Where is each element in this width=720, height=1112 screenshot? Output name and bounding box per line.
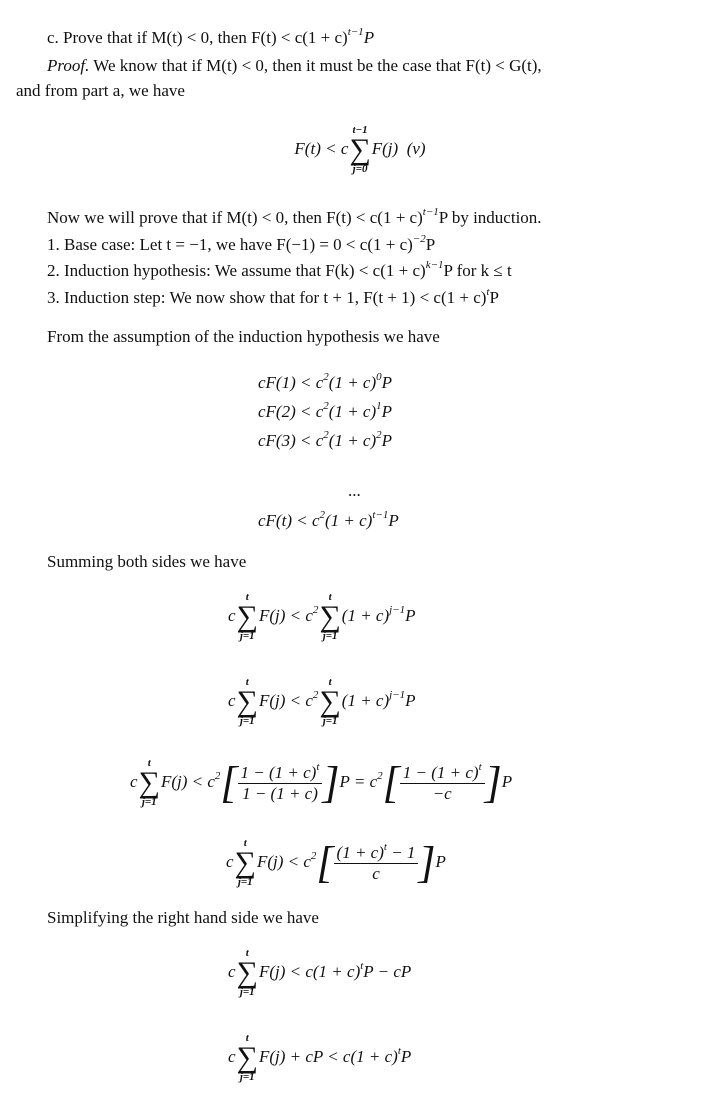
chain-lhs: cF(2) < c [258, 402, 324, 421]
sum-upper: t [245, 591, 249, 603]
numerator: 1 − (1 + c) [402, 762, 479, 782]
exponent: t−1 [347, 26, 364, 38]
sum-upper: t [328, 591, 332, 603]
fraction [400, 760, 485, 804]
denominator: −c [432, 783, 452, 803]
hyp-end: P for k ≤ t [443, 261, 512, 280]
chain-lhs: cF(t) < c [258, 511, 320, 530]
one-plus-c: (1 + c) [341, 690, 390, 710]
one-plus-c: (1 + c) [341, 605, 390, 625]
denominator: 1 − (1 + c) [242, 783, 318, 803]
coef: c [228, 690, 236, 710]
coef: c [228, 1046, 236, 1066]
exponent: j−1 [389, 603, 406, 616]
eq-rhs: F(j) [371, 138, 399, 158]
sum-lower: j=1 [239, 1071, 255, 1083]
summation-symbol: t ∑ j=1 [236, 591, 258, 642]
chain-mid: (1 + c) [328, 402, 377, 421]
lt-c: < c [289, 690, 313, 710]
proof-line-1 [47, 56, 542, 76]
induction-hypothesis [47, 261, 512, 281]
left-bracket: [ [316, 838, 334, 887]
summation-symbol: t ∑ j=1 [236, 947, 258, 998]
part-c-statement [47, 28, 374, 48]
exponent: t [383, 840, 387, 853]
statement-text: Prove that if M(t) < 0, then F(t) < c(1 + c) [63, 28, 348, 47]
from-assumption-text: From the assumption of the induction hypothesis we have [47, 327, 440, 346]
chain-lhs: cF(1) < c [258, 373, 324, 392]
numerator: (1 + c) [336, 842, 384, 862]
right-bracket: ] [484, 758, 502, 807]
chain-lhs: cF(3) < c [258, 431, 324, 450]
fj: F(j) [258, 961, 286, 981]
coef: c [226, 851, 234, 871]
summation-symbol: t ∑ j=1 [138, 757, 160, 808]
summation-symbol: t−1 ∑ j=0 [349, 124, 371, 175]
exponent: t [397, 1044, 401, 1057]
fraction [238, 760, 323, 804]
chain-end: P [381, 373, 393, 392]
rhs-end: P − cP [363, 961, 412, 981]
sum-upper: t [245, 947, 249, 959]
sum-equation-2 [228, 677, 416, 727]
exponent: t [478, 760, 482, 773]
exponent: 2 [323, 371, 329, 383]
intro-end: P by induction. [438, 208, 542, 227]
intro-text: Now we will prove that if M(t) < 0, then F(t) < c(1 + c) [47, 208, 423, 227]
exponent: t−1 [422, 206, 439, 218]
sum-upper: t [147, 757, 151, 769]
lt-c: < c [287, 851, 311, 871]
chain-line-1 [258, 373, 392, 393]
chain-mid: (1 + c) [328, 431, 377, 450]
coef: c [369, 771, 378, 791]
fj: F(j) [160, 771, 188, 791]
step-end: P [489, 288, 499, 307]
mid: F(j) + cP < c(1 + c) [258, 1046, 398, 1066]
fj: F(j) [256, 851, 284, 871]
right-bracket: ] [322, 758, 340, 807]
denominator: c [372, 863, 380, 883]
exponent: 2 [312, 603, 319, 616]
simplifying-text: Simplifying the right hand side we have [47, 908, 319, 927]
coef: c [228, 961, 236, 981]
chain-end: P [381, 431, 393, 450]
P: P [405, 690, 416, 710]
sum-lower: j=1 [239, 715, 255, 727]
equals: = [353, 771, 366, 791]
hyp-text: 2. Induction hypothesis: We assume that F(k) < c(1 + c) [47, 261, 426, 280]
exponent: k−1 [425, 259, 444, 271]
exponent: 0 [376, 371, 382, 383]
chain-mid: (1 + c) [328, 373, 377, 392]
base-text: 1. Base case: Let t = −1, we have F(−1) = 0 < c(1 + c) [47, 235, 413, 254]
exponent: 2 [376, 429, 382, 441]
chain-end: P [388, 511, 399, 530]
sum-upper: t−1 [352, 124, 368, 136]
proof-line-2: and from part a, we have [16, 81, 185, 100]
step-text: 3. Induction step: We now show that for t + 1, F(t + 1) < c(1 + c) [47, 288, 487, 307]
proof-text: We know that if M(t) < 0, then it must be the case that F(t) < G(t), [93, 56, 542, 75]
exponent: j−1 [389, 688, 406, 701]
numerator-end: − 1 [386, 842, 416, 862]
sum-upper: t [243, 837, 247, 849]
exponent: 2 [312, 688, 319, 701]
P: P [501, 771, 513, 791]
base-end: P [425, 235, 436, 254]
sum-equation-1 [228, 592, 416, 642]
summation-symbol: t ∑ j=1 [236, 1032, 258, 1083]
sum-equation-4 [226, 838, 446, 888]
exponent: 2 [377, 769, 383, 782]
exponent: t−1 [372, 509, 389, 521]
summing-text: Summing both sides we have [47, 552, 247, 571]
coef: c [228, 605, 236, 625]
coef: c [130, 771, 138, 791]
left-bracket: [ [220, 758, 238, 807]
statement-end: P [363, 28, 375, 47]
sum-lower: j=0 [352, 163, 368, 175]
sum-upper: t [328, 676, 332, 688]
induction-step [47, 288, 499, 308]
P: P [339, 771, 350, 791]
rhs: < c(1 + c) [289, 961, 361, 981]
exponent: t [316, 760, 320, 773]
sum-upper: t [245, 676, 249, 688]
numerator: 1 − (1 + c) [240, 762, 317, 782]
equation-tag: (v) [406, 138, 426, 158]
sum-lower: j=1 [141, 796, 157, 808]
lt-c: < c [191, 771, 215, 791]
exponent: 2 [214, 769, 221, 782]
base-case [47, 235, 435, 255]
summation-symbol: t ∑ j=1 [319, 676, 341, 727]
exponent: t [486, 286, 490, 298]
sum-lower: j=1 [322, 630, 338, 642]
sum-equation-3 [130, 758, 512, 808]
summation-symbol: t ∑ j=1 [236, 676, 258, 727]
sum-equation-6 [228, 1033, 411, 1083]
chain-line-t [258, 511, 399, 531]
induction-intro [47, 208, 542, 228]
chain-mid: (1 + c) [325, 511, 373, 530]
left-bracket: [ [382, 758, 400, 807]
exponent: 1 [376, 400, 382, 412]
part-label: c. [47, 28, 59, 47]
equation-v [0, 125, 720, 175]
lt-c: < c [289, 605, 313, 625]
exponent: 2 [319, 509, 325, 521]
fj: F(j) [258, 690, 286, 710]
sum-lower: j=1 [322, 715, 338, 727]
sum-lower: j=1 [239, 630, 255, 642]
sum-lower: j=1 [237, 876, 253, 888]
exponent: −2 [412, 233, 426, 245]
P: P [435, 851, 446, 871]
proof-label: Proof. [47, 56, 90, 75]
chain-line-3 [258, 431, 392, 451]
sum-upper: t [245, 1032, 249, 1044]
exponent: 2 [323, 400, 329, 412]
right-bracket: ] [418, 838, 436, 887]
exponent: 2 [323, 429, 329, 441]
eq-lhs: F(t) < c [294, 138, 349, 158]
sum-lower: j=1 [239, 986, 255, 998]
P: P [405, 605, 416, 625]
chain-line-2 [258, 402, 392, 422]
chain-end: P [381, 402, 393, 421]
summation-symbol: t ∑ j=1 [319, 591, 341, 642]
ellipsis: ... [348, 481, 361, 500]
fraction [334, 840, 419, 884]
sum-equation-5 [228, 948, 411, 998]
summation-symbol: t ∑ j=1 [234, 837, 256, 888]
exponent: t [360, 959, 364, 972]
rhs-end: P [400, 1046, 412, 1066]
fj: F(j) [258, 605, 286, 625]
exponent: 2 [310, 849, 317, 862]
